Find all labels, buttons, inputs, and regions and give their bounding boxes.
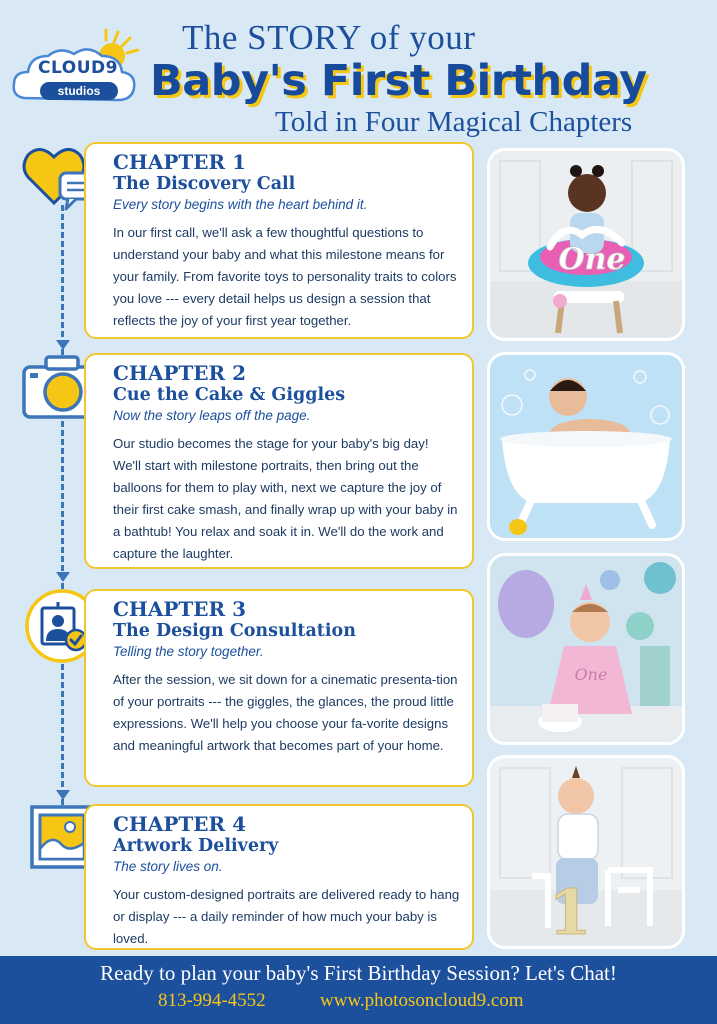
photo-chapter-3 bbox=[487, 553, 685, 745]
logo-wordmark: CLOUD9 bbox=[38, 58, 118, 78]
photo-number-one: 1 bbox=[548, 876, 592, 946]
chapter-title: The Design Consultation bbox=[113, 621, 356, 641]
chapter-number: CHAPTER 3 bbox=[113, 597, 246, 621]
chapter-title: Artwork Delivery bbox=[113, 836, 279, 856]
chapter-body: Your custom-designed portraits are delivered ready to hang or display --- a daily reminder of how much your baby is loved. bbox=[113, 887, 460, 946]
footer-cta: Ready to plan your baby's First Birthday Session? Let's Chat! bbox=[100, 961, 617, 985]
footer-phone[interactable]: 813-994-4552 bbox=[158, 990, 266, 1011]
timeline-arrow bbox=[56, 340, 70, 350]
header-title: Baby's First Birthday bbox=[150, 56, 647, 106]
chapter-card-3 bbox=[84, 589, 474, 787]
footer-website-link[interactable]: www.photosoncloud9.com bbox=[320, 990, 524, 1011]
chapter-card-2 bbox=[84, 353, 474, 569]
timeline-arrow bbox=[56, 572, 70, 582]
timeline-arrow bbox=[56, 790, 70, 800]
chapter-number: CHAPTER 1 bbox=[113, 150, 246, 174]
chapter-number: CHAPTER 4 bbox=[113, 812, 246, 836]
chapter-card-4 bbox=[84, 804, 474, 950]
photo-chapter-4 bbox=[487, 755, 685, 949]
chapter-body: Our studio becomes the stage for your baby's big day! We'll start with milestone portraits, then bring out the balloons for them to play with, next we capture the joy of their first cake smash, and finally wrap up with your baby in a bathtub! You relax and soak it in. We'll do the work and capture the laughter. bbox=[113, 436, 458, 561]
chapter-title: Cue the Cake & Giggles bbox=[113, 385, 346, 405]
dress-one-text: One bbox=[574, 665, 608, 684]
photo-chapter-2 bbox=[487, 352, 685, 541]
header-line-3: Told in Four Magical Chapters bbox=[275, 106, 633, 138]
footer-banner bbox=[0, 956, 717, 1024]
cloud9-logo bbox=[10, 28, 142, 110]
chapter-title: The Discovery Call bbox=[113, 174, 296, 194]
chapter-body: In our first call, we'll ask a few thoughtful questions to understand your baby and what this milestone means for your family. From favorite toys to personality traits to colors you love --- every detail helps us design a session that reflects the joy of your first year together. bbox=[113, 225, 457, 328]
chapter-tagline: Telling the story together. bbox=[113, 644, 264, 659]
chapter-number: CHAPTER 2 bbox=[113, 361, 246, 385]
header-line-1: The STORY of your bbox=[182, 18, 476, 57]
photo-one-sign: One bbox=[558, 242, 626, 277]
timeline-dashed-line bbox=[61, 205, 64, 805]
photo-chapter-1 bbox=[487, 148, 685, 341]
chapter-body: After the session, we sit down for a cinematic presenta-tion of your portraits --- the giggles, the glances, the proud little expressions. We'll help you choose your fa-vorite designs and meaningful artwork that becomes part of your home. bbox=[113, 672, 458, 753]
chapter-tagline: Every story begins with the heart behind it. bbox=[113, 197, 368, 212]
chapter-tagline: The story lives on. bbox=[113, 859, 223, 874]
chapter-card-1 bbox=[84, 142, 474, 339]
chapter-tagline: Now the story leaps off the page. bbox=[113, 408, 311, 423]
logo-subtitle: studios bbox=[40, 82, 118, 100]
